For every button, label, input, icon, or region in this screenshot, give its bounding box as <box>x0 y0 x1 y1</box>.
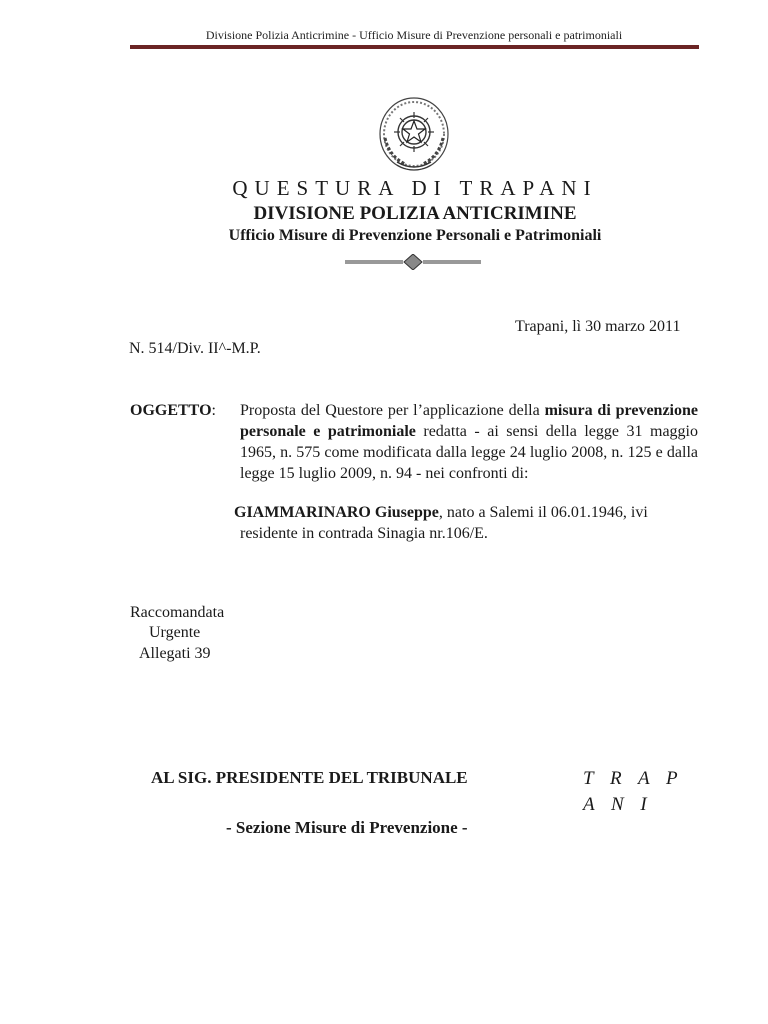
subject-text <box>240 400 698 484</box>
addressee-recipient: AL SIG. PRESIDENTE DEL TRIBUNALE <box>151 768 468 787</box>
person-residence: residente in contrada Sinagia nr.106/E. <box>240 525 488 542</box>
shipping-registered: Raccomandata <box>130 604 225 621</box>
shipping-attachments: Allegati 39 <box>139 645 211 662</box>
addressee-city: T R A P A N I <box>583 768 684 815</box>
addressee-section: - Sezione Misure di Prevenzione - <box>226 818 468 837</box>
header-rule <box>130 45 699 49</box>
protocol-number: N. 514/Div. II^-M.P. <box>129 340 261 357</box>
subject-text-part-1: Proposta del Questore per l’applicazione della <box>240 402 545 419</box>
person-birth: , nato a Salemi il 06.01.1946, ivi <box>438 504 648 521</box>
subject-label <box>130 402 216 420</box>
italian-republic-emblem-icon <box>375 94 453 176</box>
date-line: Trapani, lì 30 marzo 2011 <box>515 318 681 335</box>
subject-measure: misura di prevenzione personale e patrimoniale <box>240 402 698 440</box>
page-title: QUESTURA DI TRAPANI <box>232 176 598 200</box>
person-name: GIAMMARINARO Giuseppe <box>234 504 439 521</box>
division-heading: DIVISIONE POLIZIA ANTICRIMINE <box>253 203 577 224</box>
ornament-divider-icon <box>345 254 481 270</box>
subject-label-colon: : <box>211 402 216 419</box>
shipping-urgent: Urgente <box>149 624 201 641</box>
office-heading: Ufficio Misure di Prevenzione Personali e Patrimoniali <box>228 227 602 244</box>
subject-text-part-2: redatta - ai sensi della legge 31 maggio 1965, n. 575 come modificata dalla legge 24 luglio 2008, n. 125 e dalla legge 15 luglio 2009, n. 94 - nei confronti di: <box>240 423 698 482</box>
subject-person <box>234 502 698 544</box>
running-header: Divisione Polizia Anticrimine - Ufficio Misure di Prevenzione personali e patrimoniali <box>205 28 623 42</box>
subject-label-text: OGGETTO <box>130 402 212 419</box>
